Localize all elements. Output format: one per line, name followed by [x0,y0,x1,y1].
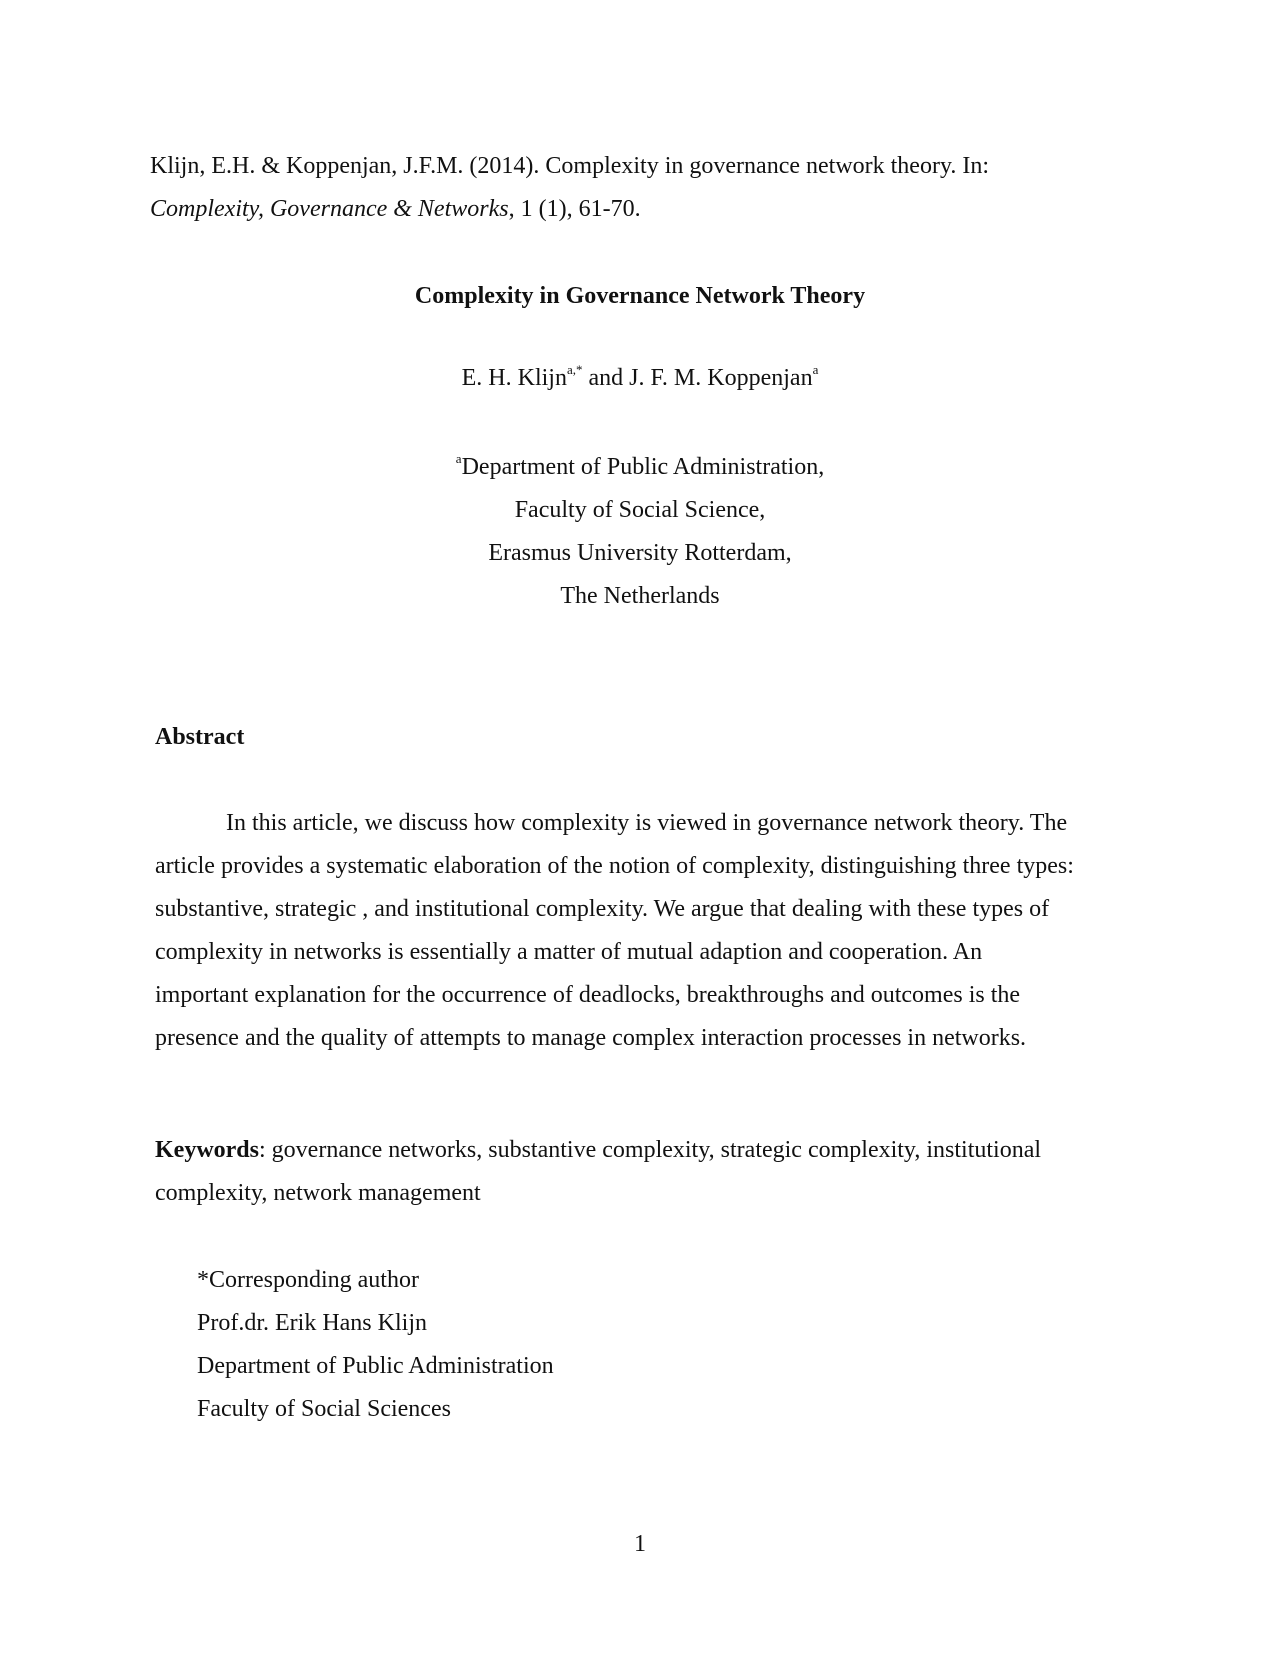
affiliation-line-2: Faculty of Social Science, [514,497,766,523]
citation-line-1: Klijn, E.H. & Koppenjan, J.F.M. (2014). Complexity in governance network theory. In: [150,153,990,179]
affiliation [0,446,1280,618]
corresponding-author [197,1259,554,1431]
citation-volume-pages: , 1 (1), 61-70. [508,196,641,222]
citation-journal: Complexity, Governance & Networks [150,196,509,222]
corresponding-line: *Corresponding author [197,1267,419,1293]
author-1-superscript: a,* [566,362,583,377]
keywords-line-1: Keywords: governance networks, substantive complexity, strategic complexity, institutional [155,1137,1042,1163]
corresponding-line: Department of Public Administration [197,1353,554,1379]
abstract-line: In this article, we discuss how complexity is viewed in governance network theory. The [226,810,1068,836]
abstract-heading: Abstract [155,724,245,750]
keywords-line-2: complexity, network management [155,1180,481,1206]
keywords [155,1129,1155,1215]
keywords-label: Keywords [155,1137,259,1163]
affiliation-line-1: $^a$Department of Public Administration, [455,451,825,480]
abstract-line: presence and the quality of attempts to manage complex interaction processes in networks. [155,1025,1027,1051]
abstract-line: complexity in networks is essentially a matter of mutual adaption and cooperation. An [155,939,983,965]
paper-title: Complexity in Governance Network Theory [414,283,866,309]
authors [0,357,1280,400]
abstract-line: article provides a systematic elaboration of the notion of complexity, distinguishing three types: [155,853,1074,879]
corresponding-line: Prof.dr. Erik Hans Klijn [197,1310,427,1336]
affiliation-line-3: Erasmus University Rotterdam, [488,540,792,566]
abstract-line: important explanation for the occurrence of deadlocks, breakthroughs and outcomes is the [155,982,1021,1008]
citation [150,145,989,231]
abstract-line: substantive, strategic , and institutional complexity. We argue that dealing with these types of [155,896,1050,922]
author-2-superscript: a [812,362,819,377]
corresponding-line: Faculty of Social Sciences [197,1396,451,1422]
author-2: and J. F. M. Koppenjan [582,365,813,391]
citation-line-2 [150,188,989,231]
affiliation-line-4: The Netherlands [560,583,720,609]
page-number: 1 [634,1531,646,1557]
abstract-body [155,802,1155,1060]
author-1: E. H. Klijn [461,365,567,391]
affiliation-marker: a [455,451,462,466]
